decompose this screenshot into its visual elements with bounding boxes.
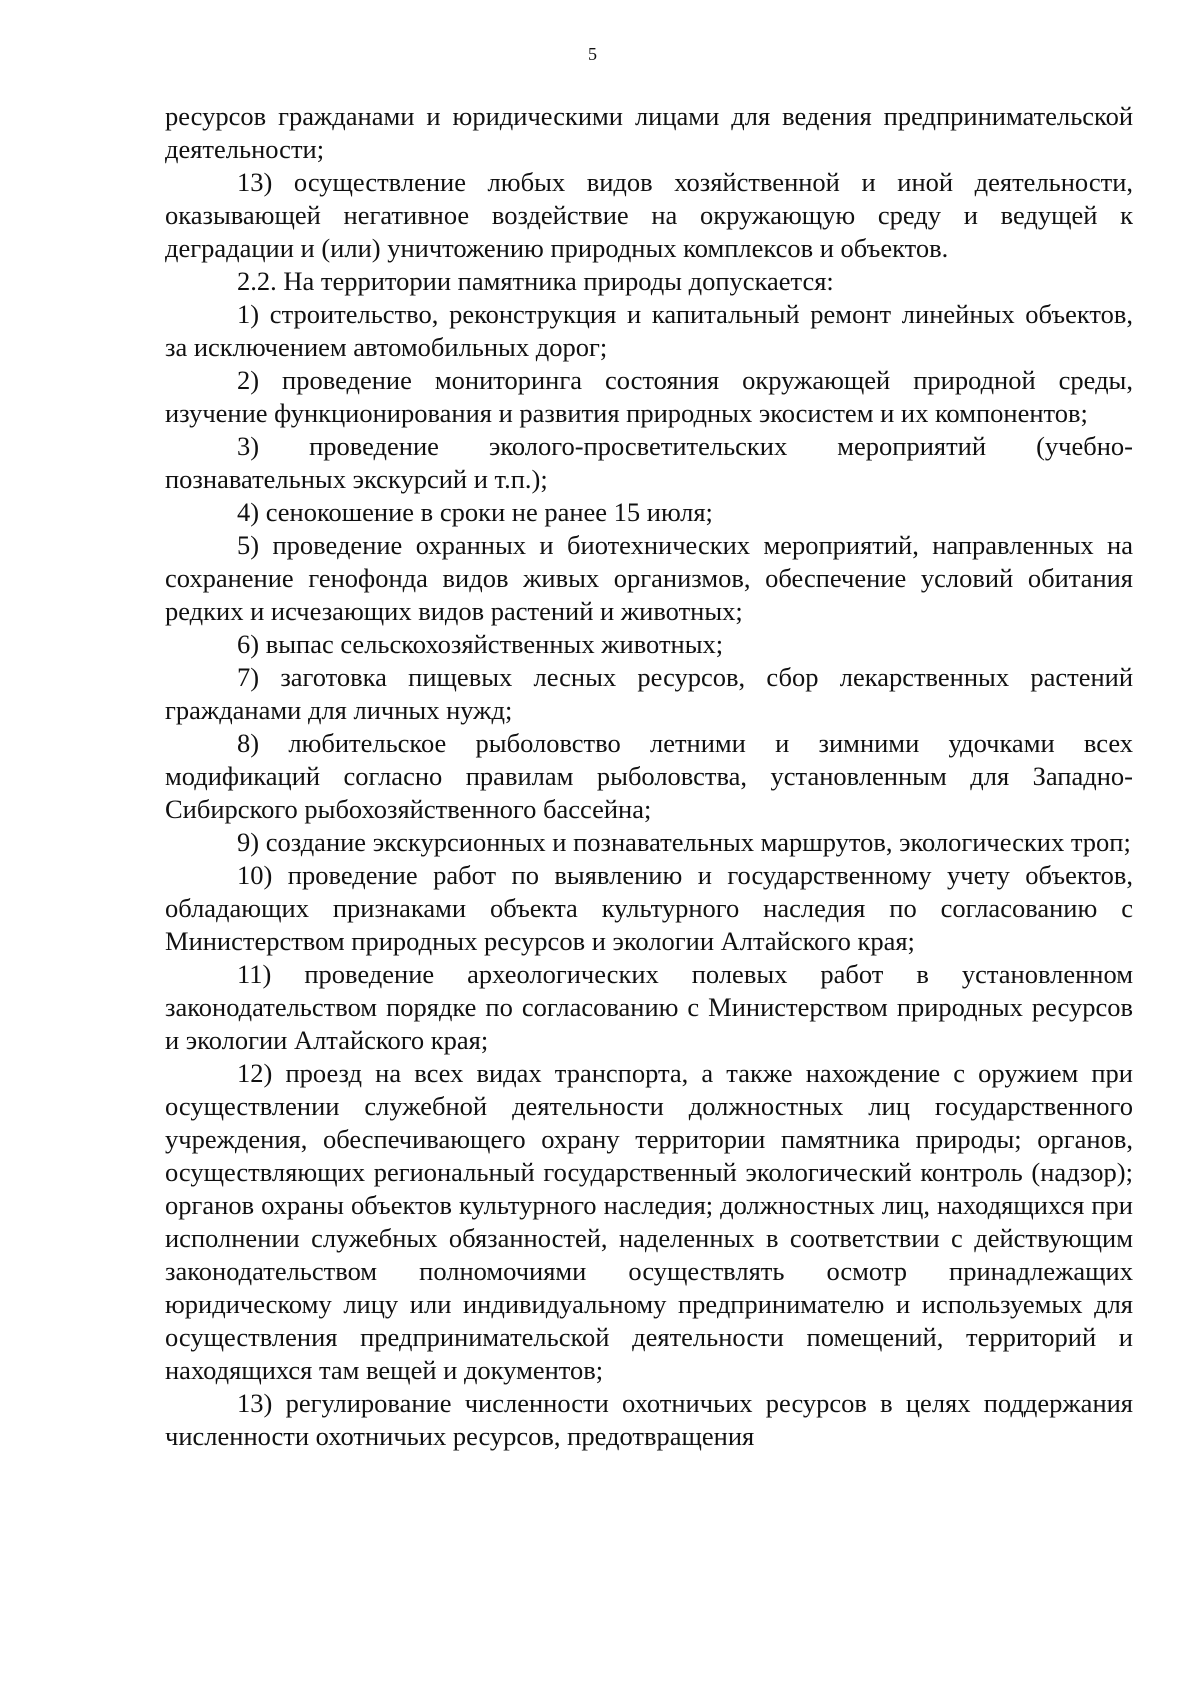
paragraph: 9) создание экскурсионных и познавательных маршрутов, экологических троп;	[237, 827, 1131, 857]
paragraph: 5) проведение охранных и биотехнических мероприятий, направленных на сохранение генофонда видов живых организмов, обеспечение условий обитания редких и исчезающих видов растений и животных;	[165, 530, 1133, 626]
paragraph: 7) заготовка пищевых лесных ресурсов, сбор лекарственных растений гражданами для личных нужд;	[165, 662, 1133, 725]
paragraph: 11) проведение археологических полевых работ в установленном законодательством порядке по согласованию с Министерством природных ресурсов и экологии Алтайского края;	[165, 959, 1133, 1055]
paragraph: 10) проведение работ по выявлению и государственному учету объектов, обладающих признаками объекта культурного наследия по согласованию с Министерством природных ресурсов и экологии Алтайского края;	[165, 860, 1133, 956]
paragraph: 13) осуществление любых видов хозяйственной и иной деятельности, оказывающей негативное воздействие на окружающую среду и ведущей к деградации и (или) уничтожению природных комплексов и объектов.	[165, 167, 1133, 263]
paragraph: 4) сенокошение в сроки не ранее 15 июля;	[237, 497, 713, 527]
paragraph: 3) проведение эколого-просветительских мероприятий (учебно-познавательных экскурсий и т.п.);	[165, 431, 1133, 494]
document-body	[165, 100, 1133, 1453]
paragraph: ресурсов гражданами и юридическими лицами для ведения предпринимательской деятельности;	[165, 101, 1133, 164]
paragraph: 2.2. На территории памятника природы допускается:	[237, 266, 834, 296]
paragraph: 12) проезд на всех видах транспорта, а также нахождение с оружием при осуществлении служебной деятельности должностных лиц государственного учреждения, обеспечивающего охрану территории памятника природы; органов, осуществляющих региональный государственный экологический контроль (надзор); органов охраны объектов культурного наследия; должностных лиц, находящихся при исполнении служебных обязанностей, наделенных в соответствии с действующим законодательством полномочиями осуществлять осмотр принадлежащих юридическому лицу или индивидуальному предпринимателю и используемых для осуществления предпринимательской деятельности помещений, территорий и находящихся там вещей и документов;	[165, 1058, 1133, 1385]
paragraph: 1) строительство, реконструкция и капитальный ремонт линейных объектов, за исключением автомобильных дорог;	[165, 299, 1133, 362]
page-number: 5	[588, 44, 597, 64]
paragraph: 6) выпас сельскохозяйственных животных;	[237, 629, 724, 659]
paragraph: 13) регулирование численности охотничьих ресурсов в целях поддержания численности охотничьих ресурсов, предотвращения	[165, 1388, 1133, 1451]
paragraph: 2) проведение мониторинга состояния окружающей природной среды, изучение функционирования и развития природных экосистем и их компонентов;	[165, 365, 1133, 428]
paragraph: 8) любительское рыболовство летними и зимними удочками всех модификаций согласно правилам рыболовства, установленным для Западно-Сибирского рыбохозяйственного бассейна;	[165, 728, 1133, 824]
